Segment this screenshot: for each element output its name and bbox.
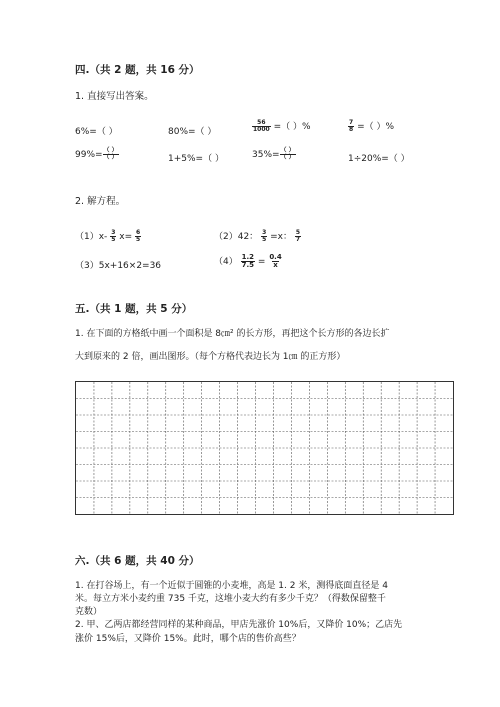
frac-den: 1000 <box>253 126 270 133</box>
equation-1-mid: x= <box>119 232 133 242</box>
q1-item-h: 1÷20%=（ ） <box>348 154 410 164</box>
equation-4 <box>214 254 283 269</box>
frac-den: 7.5 <box>241 261 255 269</box>
q2-label: 2. 解方程。 <box>75 196 126 207</box>
frac-den: 8 <box>349 126 354 133</box>
q1-item-d <box>348 119 394 133</box>
equation-2 <box>214 229 301 243</box>
frac-num: 3 <box>111 229 116 236</box>
s6-q1-line2: 米。每立方米小麦约重 735 千克，这堆小麦大约有多少千克？（得数保留整千 <box>75 594 386 604</box>
equation-4-mid: = <box>257 257 266 267</box>
s5-q1-line2: 大到原来的 2 倍，画出图形。（每个方格代表边长为 1㎝ 的正方形） <box>75 352 346 362</box>
frac-den: 7 <box>295 236 301 243</box>
frac-den: 5 <box>262 236 267 243</box>
frac-den: （ ） <box>280 154 295 161</box>
q1-item-a: 6%=（ ） <box>75 127 118 137</box>
section6-title: 六.（共 6 题，共 40 分） <box>75 555 200 567</box>
frac-num: 0.4 <box>269 253 282 261</box>
q1-item-g <box>252 148 296 161</box>
q1-item-c <box>252 119 311 133</box>
q1-item-f: 1+5%=（ ） <box>168 154 224 164</box>
q1-item-c-tail: =（ ）% <box>273 122 311 132</box>
section5-title: 五.（共 1 题，共 5 分） <box>75 303 193 315</box>
s6-q2-line2: 涨价 15%后，又降价 15%。此时，哪个店的售价高些？ <box>75 634 301 644</box>
s6-q1-line1: 1. 在打谷场上，有一个近似于圆锥的小麦堆，高是 1. 2 米，测得底面直径是 4 <box>75 581 388 591</box>
frac-den: 5 <box>136 236 141 243</box>
s5-q1-line1: 1. 在下面的方格纸中画一个面积是 8㎝² 的长方形，再把这个长方形的各边长扩 <box>75 329 390 339</box>
equation-1 <box>75 229 141 243</box>
q1-item-g-lead: 35%= <box>252 150 280 160</box>
frac-num: （ ） <box>103 147 118 154</box>
q1-item-e-lead: 99%= <box>75 150 103 160</box>
grid-paper <box>75 381 454 515</box>
frac-num: （ ） <box>280 147 295 154</box>
s6-q2-line1: 2. 甲、乙两店都经营同样的某种商品，甲店先涨价 10%后，又降价 10%；乙店先 <box>75 620 403 630</box>
s6-q1-line3: 克数） <box>75 607 103 617</box>
grid-lines <box>76 382 453 514</box>
frac-num: 5 <box>295 229 301 236</box>
frac-num: 56 <box>257 119 266 126</box>
frac-den: 5 <box>111 236 116 243</box>
frac-num: 6 <box>136 229 141 236</box>
q1-label: 1. 直接写出答案。 <box>75 91 154 102</box>
q1-item-e <box>75 148 119 161</box>
equation-4-lead: （4） <box>214 257 238 267</box>
q1-item-b: 80%=（ ） <box>168 127 217 137</box>
section4-title: 四.（共 2 题，共 16 分） <box>75 64 200 76</box>
q1-item-d-tail: =（ ）% <box>357 122 395 132</box>
equation-2-lead: （2）42： <box>214 232 259 242</box>
frac-den: x <box>273 261 278 269</box>
frac-den: （ ） <box>103 154 118 161</box>
frac-num: 7 <box>349 119 354 126</box>
equation-2-mid: =x： <box>270 232 292 242</box>
equation-3: （3）5x+16×2=36 <box>75 261 162 271</box>
equation-1-lead: （1）x- <box>75 232 108 242</box>
frac-num: 1.2 <box>241 253 255 261</box>
frac-num: 3 <box>262 229 267 236</box>
